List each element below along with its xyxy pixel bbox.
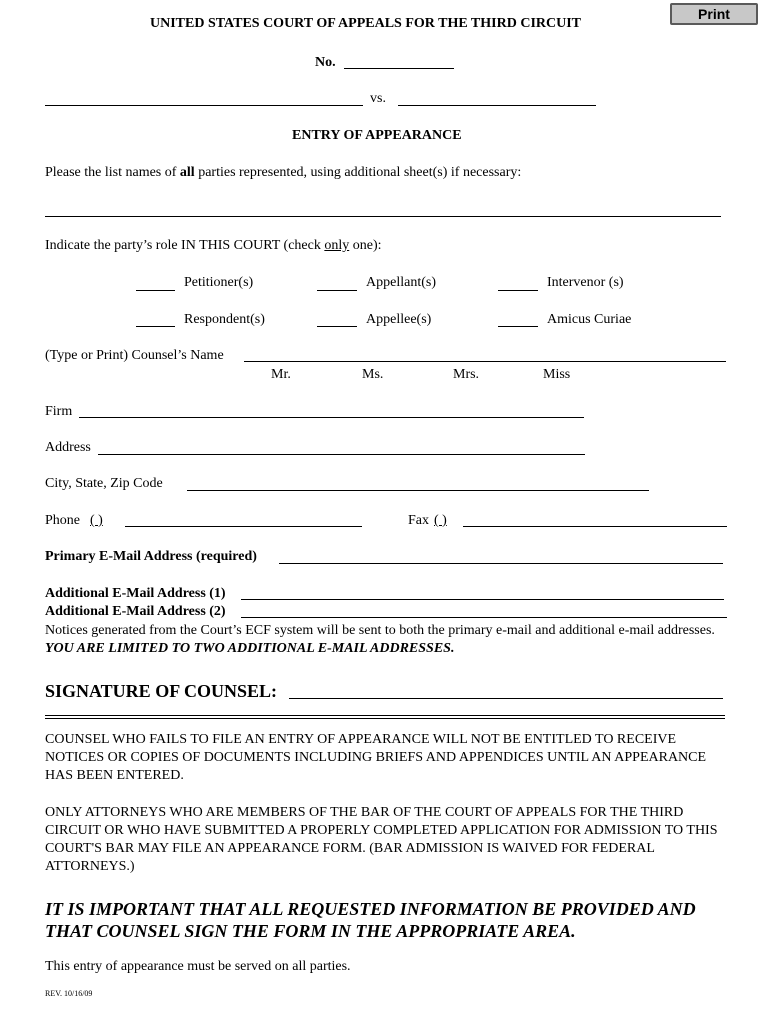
role-option-respondent: Respondent(s) [184,312,265,327]
fax-label: Fax [408,513,429,528]
role-option-appellant: Appellant(s) [366,275,436,290]
title-mr[interactable]: Mr. [271,367,291,382]
role-option-petitioner: Petitioner(s) [184,275,254,290]
signature-label: SIGNATURE OF COUNSEL: [45,681,278,701]
court-title: UNITED STATES COURT OF APPEALS FOR THE THIRD CIRCUIT [150,16,582,31]
important-notice: IT IS IMPORTANT THAT ALL REQUESTED INFORMATION BE PROVIDED AND THAT COUNSEL SIGN THE FORM IN THE APPROPRIATE AREA. [45,899,696,941]
role-option-appellee: Appellee(s) [366,312,432,327]
revision-label: REV. 10/16/09 [45,989,93,998]
primary-email-label: Primary E-Mail Address (required) [45,549,257,564]
checkbox-line-respondent[interactable] [136,326,175,327]
role-option-amicus: Amicus Curiae [547,312,632,327]
signature-field[interactable] [289,698,723,699]
firm-field[interactable] [79,417,584,418]
city-state-zip-field[interactable] [187,490,649,491]
parties-names-field[interactable] [45,216,721,217]
ecf-notice-emphasis: YOU ARE LIMITED TO TWO ADDITIONAL E-MAIL ADDRESSES. [45,641,455,656]
party-b-field[interactable] [398,105,596,106]
title-ms[interactable]: Ms. [362,367,384,382]
phone-field[interactable] [125,526,362,527]
phone-area-code[interactable]: ( ) [90,513,103,528]
checkbox-line-petitioner[interactable] [136,290,175,291]
parties-prompt-emphasis: all [179,165,195,180]
checkbox-line-appellant[interactable] [317,290,357,291]
print-button[interactable]: Print [670,3,758,25]
checkbox-line-amicus[interactable] [498,326,538,327]
title-miss[interactable]: Miss [543,367,571,382]
section-divider [45,715,725,719]
fax-field[interactable] [463,526,727,527]
role-option-intervenor: Intervenor (s) [547,275,624,290]
firm-label: Firm [45,404,73,419]
form-title: ENTRY OF APPEARANCE [292,128,462,143]
served-note: This entry of appearance must be served on all parties. [45,959,351,974]
fax-area-code[interactable]: ( ) [434,513,447,528]
case-number-field[interactable] [344,68,454,69]
counsel-name-label: (Type or Print) Counsel’s Name [45,348,224,363]
warning-bar-membership: ONLY ATTORNEYS WHO ARE MEMBERS OF THE BAR OF THE COURT OF APPEALS FOR THE THIRD CIRCUIT OR WHO HAVE SUBMITTED A PROPERLY COMPLETED APPLICATION FOR ADMISSION TO THIS COURT'S BAR MAY FILE AN APPEARANCE FORM. (BAR ADMISSION IS WAIVED FOR FEDERAL ATTORNEYS.) [45,805,718,874]
role-prompt-only: only [324,238,350,253]
additional-email-1-field[interactable] [241,599,724,600]
primary-email-field[interactable] [279,563,723,564]
counsel-name-field[interactable] [244,361,726,362]
title-mrs[interactable]: Mrs. [453,367,480,382]
additional-email-2-label: Additional E-Mail Address (2) [45,604,226,619]
additional-email-1-label: Additional E-Mail Address (1) [45,586,226,601]
ecf-notice: Notices generated from the Court’s ECF system will be sent to both the primary e-mail and additional e-mail addresses. YOU ARE LIMITED TO TWO ADDITIONAL E-MAIL ADDRESSES. [45,623,715,656]
warning-entry-required: COUNSEL WHO FAILS TO FILE AN ENTRY OF APPEARANCE WILL NOT BE ENTITLED TO RECEIVE NOTICES OR COPIES OF DOCUMENTS INCLUDING BRIEFS AND APPENDICES UNTIL AN APPEARANCE HAS BEEN ENTERED. [45,732,707,783]
address-label: Address [45,440,91,455]
checkbox-line-intervenor[interactable] [498,290,538,291]
phone-label: Phone [45,513,80,528]
vs-label: vs. [370,91,386,106]
checkbox-line-appellee[interactable] [317,326,357,327]
city-state-zip-label: City, State, Zip Code [45,476,163,491]
parties-prompt: Please the list names of all parties represented, using additional sheet(s) if necessary: [45,165,522,180]
address-field[interactable] [98,454,585,455]
role-prompt: Indicate the party’s role IN THIS COURT (check only one): [45,238,382,253]
case-number-label: No. [315,55,336,70]
additional-email-2-field[interactable] [241,617,727,618]
party-a-field[interactable] [45,105,363,106]
